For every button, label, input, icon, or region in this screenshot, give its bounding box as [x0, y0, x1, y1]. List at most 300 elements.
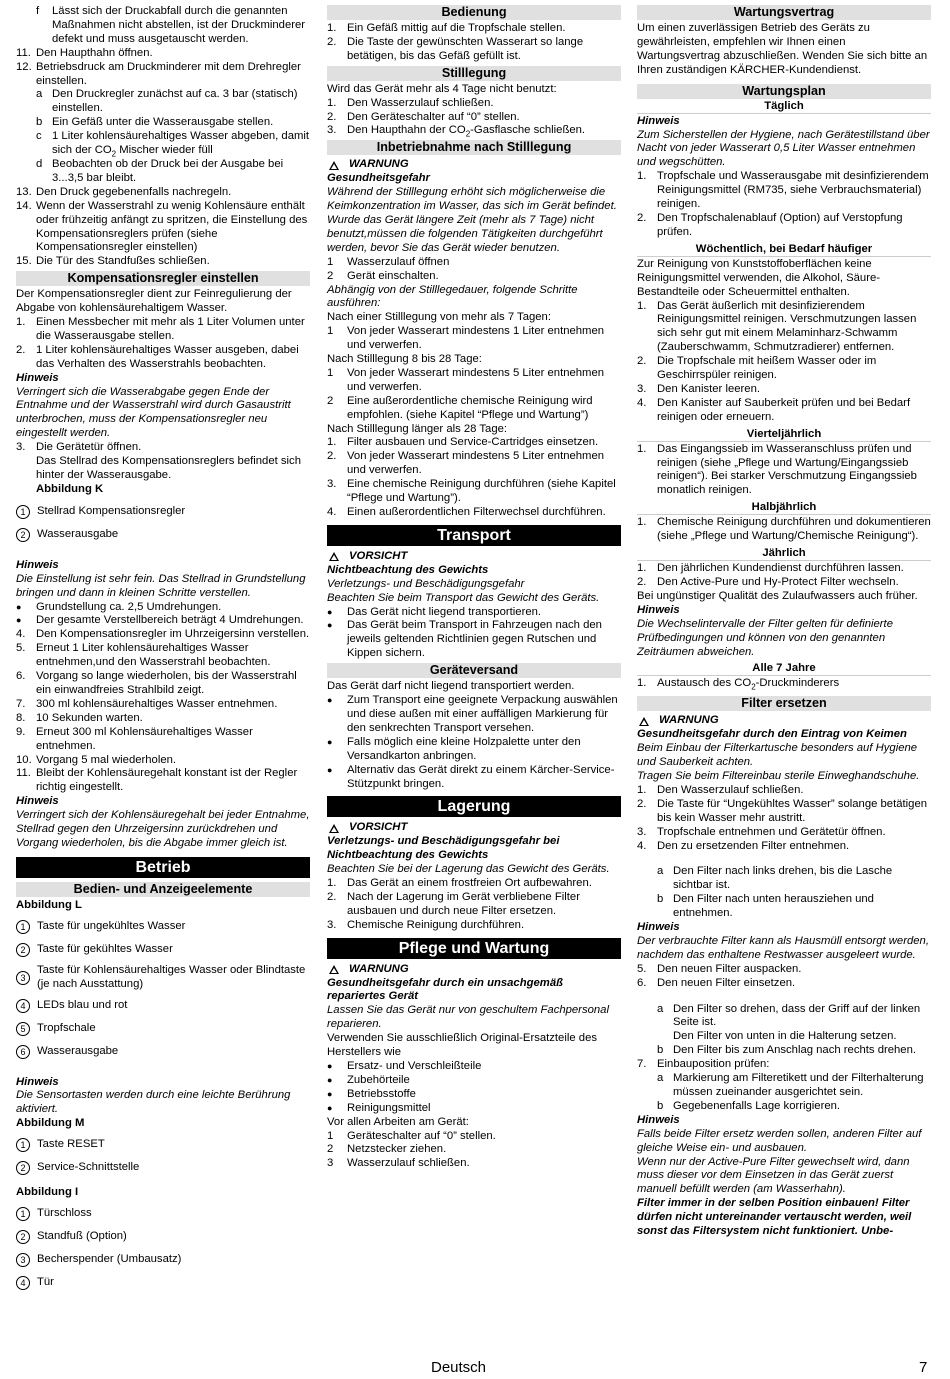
legend-text: Tropfschale [37, 1021, 96, 1034]
item-text: Einen außerordentlichen Filterwechsel durchführen. [347, 506, 606, 518]
item-text: 10 Sekunden warten. [36, 711, 143, 724]
bedien-heading: Bedien- und Anzeigeelemente [16, 882, 310, 897]
item-text: Bleibt der Kohlensäuregehalt konstant ist der Regler richtig eingestellt. [36, 767, 298, 794]
callout-number-icon: 2 [16, 1230, 30, 1244]
step-number: 1. [637, 677, 647, 690]
item-text: Die Taste der gewünschten Wasserart so lange betätigen, bis das Gefäß gefüllt ist. [347, 35, 584, 62]
item-number: 7. [637, 1058, 647, 1071]
item-text: Wasserzulauf schließen. [347, 1157, 470, 1170]
pflege-heading: Pflege und Wartung [327, 938, 621, 959]
hinweis-text: Verringert sich der Kohlensäuregehalt bei jeder Entnahme, Stellrad gegen den Uhrzeigersinn zurückdrehen und Vorgang wiederholen, bis die Abgabe immer gleich ist. [16, 809, 310, 849]
item-text: Den jährlichen Kundendienst durchführen lassen. [657, 562, 904, 575]
list-item [637, 383, 931, 397]
inbetriebnahme-heading: Inbetriebnahme nach Stilllegung [327, 140, 621, 155]
list-item [637, 826, 931, 840]
versand-bullets [327, 694, 621, 791]
item-number: 13. [16, 185, 32, 198]
item-text: Der gesamte Verstellbereich beträgt 4 Umdrehungen. [36, 614, 304, 627]
wartungsvertrag-text: Um einen zuverlässigen Betrieb des Geräts zu gewährleisten, empfehlen wir Ihnen einen Wartungsvertrag abzuschließen. Wenden Sie sich bitte an Ihren zuständigen KÄRCHER-Kundendienst. [637, 22, 928, 76]
legend-text: Standfuß (Option) [37, 1230, 127, 1243]
legend-item [16, 1136, 310, 1154]
hinweis-text: Die Sensortasten werden durch eine leichte Berührung aktiviert. [16, 1089, 291, 1116]
sub-list-item [637, 1003, 931, 1031]
list-item [327, 450, 621, 478]
item-number: 3. [327, 918, 337, 931]
item-number: 4. [637, 396, 647, 409]
caution-text: Beachten Sie bei der Lagerung das Gewicht des Geräts. [327, 863, 610, 876]
hinweis-label: Hinweis [16, 371, 59, 384]
item-text: Filter ausbauen und Service-Cartridges einsetzen. [347, 436, 599, 449]
list-item [327, 1143, 621, 1157]
nach28-steps [327, 436, 621, 519]
item-letter: b [657, 893, 664, 906]
item-number: 1 [327, 1129, 334, 1142]
komp-steps-b [16, 628, 310, 795]
nach7-steps [327, 325, 621, 353]
item-text: Von jeder Wasserart mindestens 5 Liter entnehmen und verwerfen. [347, 366, 605, 393]
item-number: 2. [327, 35, 337, 48]
alle7-step [637, 677, 931, 691]
versand-intro: Das Gerät darf nicht liegend transportiert werden. [327, 680, 575, 693]
callout-number-icon: 2 [16, 943, 30, 957]
item-text: Den Druckregler zunächst auf ca. 3 bar (statisch) einstellen. [52, 88, 298, 115]
item-number: 1. [637, 783, 647, 796]
list-item [637, 516, 931, 544]
item-text: 300 ml kohlensäurehaltiges Wasser entnehmen. [36, 697, 278, 710]
item-text: Mischer wieder füll [116, 144, 213, 157]
item-text: Den Filter nach unten herausziehen und entnehmen. [673, 893, 874, 920]
hinweis-text: Falls beide Filter ersetz werden sollen, anderen Filter auf gleiche Weise ein- und ausbauen. [637, 1127, 922, 1154]
item-number: 6. [16, 670, 26, 683]
item-text: Ein Gefäß unter die Wasserausgabe stellen. [52, 116, 274, 129]
list-item [16, 316, 310, 344]
figure-i-legend [16, 1205, 310, 1292]
item-text: Den neuen Filter auspacken. [657, 962, 802, 975]
taeglich-subheading: Täglich [637, 99, 931, 114]
item-text: Gerät einschalten. [347, 269, 439, 282]
page-number: 7 [919, 1359, 928, 1376]
hinweis-label: Hinweis [16, 558, 59, 571]
list-item [637, 576, 931, 590]
list-item [327, 506, 621, 520]
callout-number-icon: 2 [16, 1161, 30, 1175]
step-detail: Das Stellrad des Kompensationsreglers befindet sich hinter der Wasserausgabe. [36, 455, 301, 481]
hinweis-text: Die Wechselintervalle der Filter gelten für definierte Prüfbedingungen und können von den genannten Zeiträumen abweichen. [637, 617, 893, 658]
item-text: Den Druck gegebenenfalls nachregeln. [36, 185, 232, 198]
list-item [637, 212, 931, 240]
pflege-bullets [327, 1060, 621, 1116]
item-number: 2 [327, 1143, 334, 1156]
item-number: 1 [327, 255, 334, 268]
item-text: Das Gerät äußerlich mit desinfizierendem Reinigungsmittel reinigen. Verschmutzungen lassen sich sehr gut mit einem Melaminharz-Schwamm (Zauberschwamm, Schmutzradierer) entfernen. [657, 299, 917, 354]
item-text: Geräteschalter auf “0” stellen. [347, 1129, 496, 1142]
legend-text: Service-Schnittstelle [37, 1161, 140, 1174]
column-1 [16, 5, 310, 1295]
figure-m-legend [16, 1136, 310, 1177]
legend-text: Taste RESET [37, 1138, 105, 1151]
sub-list-item [637, 1100, 931, 1114]
warning-title: Gesundheitsgefahr durch den Eintrag von Keimen [637, 728, 907, 741]
item-text: Den Geräteschalter auf “0” stellen. [347, 110, 520, 123]
sub-list-item [637, 865, 931, 893]
abbildung-m: Abbildung M [16, 1117, 85, 1130]
item-text: Den Filter so drehen, dass der Griff auf der linken Seite ist. [673, 1002, 921, 1029]
abh-text: Abhängig von der Stilllegedauer, folgende Schritte ausführen: [327, 283, 578, 310]
list-item [16, 642, 310, 670]
filter-step-7 [637, 1058, 931, 1072]
list-item [327, 270, 621, 284]
list-item [327, 436, 621, 450]
item-number: 2. [637, 355, 647, 368]
nach8-label: Nach Stilllegung 8 bis 28 Tage: [327, 353, 482, 366]
bullet-icon: ● [16, 615, 22, 626]
callout-number-icon: 6 [16, 1045, 30, 1059]
warning-title: Gesundheitsgefahr durch ein unsachgemäß repariertes Gerät [327, 976, 564, 1003]
item-number: 6. [637, 976, 647, 989]
item-text: Die Tropfschale mit heißem Wasser oder im Geschirrspüler reinigen. [657, 355, 877, 382]
item-text: Zubehörteile [347, 1073, 410, 1086]
item-text: Eine chemische Reinigung durchführen (siehe Kapitel “Pflege und Wartung”). [347, 478, 616, 505]
list-item [16, 670, 310, 698]
item-text: Ersatz- und Verschleißteile [347, 1060, 482, 1072]
list-item [327, 877, 621, 891]
nach28-label: Nach Stilllegung länger als 28 Tage: [327, 422, 508, 435]
item-text: Erneut 300 ml Kohlensäurehaltiges Wasser entnehmen. [36, 725, 253, 752]
item-text: Den Active-Pure und Hy-Protect Filter wechseln. [657, 576, 899, 588]
item-text: Von jeder Wasserart mindestens 5 Liter entnehmen und verwerfen. [347, 450, 605, 477]
callout-number-icon: 5 [16, 1022, 30, 1036]
item-letter: a [657, 1002, 664, 1015]
item-text: 1 Liter kohlensäurehaltiges Wasser abgeben, damit sich der $CO_2$ Mischer wieder füll [52, 130, 310, 159]
column-2 [327, 5, 621, 1171]
item-number: 10. [16, 753, 32, 766]
top-steps [16, 5, 310, 269]
legend-item [16, 1205, 310, 1223]
caution-text: Beachten Sie beim Transport das Gewicht des Geräts. [327, 591, 600, 604]
item-text: Den zu ersetzenden Filter entnehmen. [657, 839, 850, 852]
list-item [327, 1130, 621, 1144]
list-item [637, 300, 931, 356]
item-number: 2. [327, 110, 337, 123]
list-item [637, 355, 931, 383]
item-text: Chemische Reinigung durchführen und dokumentieren (siehe „Pflege und Wartung/Chemische Reinigung“). [657, 516, 931, 543]
item-number: 4. [637, 839, 647, 852]
list-item [16, 158, 310, 186]
item-number: 1. [327, 22, 337, 34]
item-text: Vorgang so lange wiederholen, bis der Wasserstrahl ein einwandfreies Strahlbild zeigt. [36, 670, 297, 696]
filter-sub-extra: Den Filter von unten in die Halterung setzen. [673, 1030, 897, 1043]
transport-heading: Transport [327, 525, 621, 546]
list-item [637, 784, 931, 798]
callout-number-icon: 1 [16, 1207, 30, 1221]
list-item [16, 47, 310, 61]
item-number: 3. [637, 382, 647, 395]
step-text: Den Haupthahn der CO [347, 124, 466, 137]
warning-triangle-icon [329, 965, 339, 974]
list-item [327, 22, 621, 36]
hinweis-text: Der verbrauchte Filter kann als Hausmüll entsorgt werden, nachdem das enthaltene Restwasser ausgeleert wurde. [637, 934, 929, 961]
abbildung-l: Abbildung L [16, 898, 82, 911]
item-text: Das Gerät nicht liegend transportieren. [347, 605, 542, 618]
legend-item [16, 964, 310, 992]
callout-number-icon: 4 [16, 1276, 30, 1290]
item-number: 2 [327, 269, 334, 282]
item-number: 1. [327, 877, 337, 890]
item-text: Falls möglich eine kleine Holzpalette unter den Versandkarton anbringen. [347, 735, 581, 762]
legend-item [16, 1159, 310, 1177]
list-item [327, 325, 621, 353]
list-item [327, 919, 621, 933]
legend-text: Türschloss [37, 1207, 92, 1220]
callout-number-icon: 1 [16, 920, 30, 934]
list-item [327, 97, 621, 111]
viertel-steps [637, 443, 931, 499]
footer-language: Deutsch [431, 1359, 487, 1376]
komp-step-3 [16, 441, 310, 455]
still-intro: Wird das Gerät mehr als 4 Tage nicht benutzt: [327, 82, 557, 95]
list-item [16, 186, 310, 200]
item-text: Das Gerät an einem frostfreien Ort aufbewahren. [347, 877, 592, 890]
item-text: Den neuen Filter einsetzen. [657, 976, 796, 989]
item-text: Grundstellung ca. 2,5 Umdrehungen. [36, 600, 222, 613]
pflege-intro: Verwenden Sie ausschließlich Original-Ersatzteile des Herstellers wie [327, 1032, 597, 1059]
item-number: b [36, 116, 43, 129]
legend-text: Wasserausgabe [37, 1044, 119, 1057]
figure-k-legend [16, 503, 310, 544]
list-item [327, 111, 621, 125]
list-item [327, 1157, 621, 1171]
callout-number-icon: 1 [16, 505, 30, 519]
item-text: Den Filter bis zum Anschlag nach rechts drehen. [673, 1044, 917, 1057]
transport-bullets [327, 606, 621, 662]
warning-line [327, 158, 621, 172]
hinweis-label: Hinweis [637, 1113, 680, 1126]
list-item [16, 754, 310, 768]
item-text: Alternativ das Gerät direkt zu einem Kärcher-Service-Stützpunkt bringen. [347, 763, 615, 790]
item-number: 1. [637, 170, 647, 183]
legend-text: Stellrad Kompensationsregler [37, 504, 186, 517]
item-text: Eine außerordentliche chemische Reinigung wird empfohlen. (siehe Kapitel “Pflege und Wartung”) [347, 394, 593, 421]
hinweis-text: Die Einstellung ist sehr fein. Das Stellrad in Grundstellung bringen und dann in kleinen Schritte verstellen. [16, 572, 306, 599]
item-number: d [36, 157, 43, 170]
item-text: Nach der Lagerung im Gerät verbliebene Filter ausbauen und durch neue Filter ersetzen. [347, 890, 580, 917]
item-number: 3. [637, 825, 647, 838]
item-number: 9. [16, 725, 26, 738]
item-text: Einbauposition prüfen: [657, 1058, 770, 1071]
lager-steps [327, 877, 621, 933]
inbetr-steps [327, 256, 621, 284]
legend-text: Taste für gekühltes Wasser [37, 942, 173, 955]
pflege-steps [327, 1130, 621, 1172]
item-number: 1. [637, 442, 647, 455]
figure-l-legend [16, 918, 310, 1061]
item-text: Die Taste für “Ungekühltes Wasser” solange betätigen bis kein Wasser mehr austritt. [657, 797, 928, 824]
list-item [327, 256, 621, 270]
step-text: -Druckminderers [755, 677, 840, 690]
legend-text: Wasserausgabe [37, 527, 119, 540]
jaehrlich-subheading: Jährlich [637, 546, 931, 561]
item-text: Lässt sich der Druckabfall durch die genannten Maßnahmen nicht abstellen, ist der Druckminderer defekt und muss ausgetauscht werden. [52, 5, 306, 45]
item-text: Den Tropfschalenablauf (Option) auf Verstopfung prüfen. [657, 211, 903, 238]
column-3 [637, 5, 931, 1239]
warning-triangle-icon [329, 824, 339, 833]
caution-title: Nichtbeachtung des Gewichts [327, 563, 489, 576]
item-text: Netzstecker ziehen. [347, 1143, 447, 1156]
wartungsplan-heading: Wartungsplan [637, 84, 931, 99]
hinweis-text: Wenn nur der Active-Pure Filter gewechselt wird, dann muss dieser vor dem Einsetzen in das Gerät zuerst manuell befüllt werden (am Wasserhahn). [637, 1155, 910, 1196]
bullet-icon: ● [327, 736, 333, 747]
bedienung-heading: Bedienung [327, 5, 621, 20]
item-number: 4. [327, 506, 337, 518]
item-text: 1 Liter kohlensäurehaltiges Wasser ausgeben, dabei das Verhalten des Wasserstrahls beobachten. [36, 343, 299, 370]
warning-label: WARNUNG [349, 962, 409, 975]
item-text: Den Haupthahn öffnen. [36, 46, 153, 59]
item-number: 7. [16, 697, 26, 710]
item-number: 12. [16, 60, 32, 73]
item-number: 5. [637, 962, 647, 975]
legend-text: Tür [37, 1276, 54, 1289]
item-text: Tropfschale entnehmen und Gerätetür öffnen. [657, 825, 886, 838]
step-text: Austausch des CO [657, 677, 752, 690]
legend-item [16, 1228, 310, 1246]
item-text: Reinigungsmittel [347, 1101, 431, 1114]
item-number: 2. [637, 576, 647, 588]
item-text: Betriebsstoffe [347, 1087, 416, 1100]
hinweis-text: Zum Sicherstellen der Hygiene, nach Gerätestillstand über Nacht von jeder Wasserart 0,5 Liter Wasser entnehmen und wegschütten. [637, 128, 930, 169]
item-text: Markierung am Filteretikett und der Filterhalterung müssen zueinander ausgerichtet sein. [673, 1072, 924, 1098]
item-number: 2. [637, 797, 647, 810]
list-item [16, 61, 310, 89]
item-number: 1. [327, 96, 337, 109]
hinweis-label: Hinweis [637, 921, 680, 934]
item-text: Von jeder Wasserart mindestens 1 Liter entnehmen und verwerfen. [347, 325, 605, 352]
item-text: Wasserzulauf öffnen [347, 255, 450, 268]
subscript: 2 [111, 149, 117, 159]
item-letter: b [657, 1044, 664, 1057]
item-number: c [36, 130, 42, 143]
item-text: Den Wasserzulauf schließen. [657, 783, 804, 796]
item-letter: b [657, 1099, 664, 1112]
hinweis-text: Verringert sich die Wasserabgabe gegen Ende der Entnahme und der Wasserstrahl wird durch Gasaustritt unterbrochen, muss der Kompensationsregler neu eingestellt werden. [16, 385, 291, 440]
item-text: Wenn der Wasserstrahl zu wenig Kohlensäure enthält oder frühzeitig anfängt zu spritzen, die Einstellung des Kompensationsreglers prüfen (siehe Kompensationsregler einstellen) [36, 199, 308, 254]
warning-triangle-icon [329, 161, 339, 170]
item-text: Gegebenenfalls Lage korrigieren. [673, 1099, 841, 1112]
item-text: Erneut 1 Liter kohlensäurehaltiges Wasser entnehmen,und den Wasserstrahl beobachten. [36, 642, 271, 669]
filter-sub-b2 [637, 1044, 931, 1058]
item-number: 14. [16, 199, 32, 212]
item-number: 3 [327, 1157, 334, 1170]
warning-line [327, 963, 621, 977]
caution-line [327, 550, 621, 564]
item-text: Vorgang 5 mal wiederholen. [36, 753, 177, 766]
komp-bullets [16, 601, 310, 629]
list-item [16, 130, 310, 158]
list-item [16, 767, 310, 795]
item-text: Tropfschale und Wasserausgabe mit desinfizierendem Reinigungsmittel (RM735, siehe Verbrauchsmaterial) reinigen. [657, 170, 929, 211]
list-item [16, 116, 310, 130]
list-item [327, 367, 621, 395]
warning-label: WARNUNG [349, 158, 409, 171]
bullet-icon: ● [327, 620, 333, 631]
legend-text: Taste für Kohlensäurehaltiges Wasser oder Blindtaste (je nach Ausstattung) [37, 963, 306, 990]
list-item [16, 726, 310, 754]
bullet-icon: ● [327, 1061, 333, 1071]
item-number: 5. [16, 642, 26, 655]
callout-number-icon: 3 [16, 1253, 30, 1267]
warning-text: Lassen Sie das Gerät nur von geschultem Fachpersonal reparieren. [327, 1004, 609, 1031]
warning-line [637, 714, 931, 728]
item-number: f [36, 5, 40, 17]
list-item [16, 200, 310, 256]
hinweis-label: Hinweis [637, 603, 680, 616]
filter-sub-c [637, 1072, 931, 1114]
legend-item [16, 918, 310, 936]
bullet-item [327, 694, 621, 736]
komp-intro: Der Kompensationsregler dient zur Feinregulierung der Abgabe von kohlensäurehaltigem Wasser. [16, 288, 292, 315]
filter-steps-b [637, 963, 931, 991]
still-step-3 [327, 124, 621, 138]
legend-text: Becherspender (Umbausatz) [37, 1253, 182, 1266]
sub-list-item [637, 893, 931, 921]
filter-heading: Filter ersetzen [637, 696, 931, 711]
hinweis-label: Hinweis [16, 1075, 59, 1088]
bullet-item [327, 1074, 621, 1088]
bullet-icon: ● [16, 601, 22, 612]
legend-item [16, 1274, 310, 1292]
item-text: Betriebsdruck am Druckminderer mit dem Drehregler einstellen. [36, 60, 301, 87]
subscript: 2 [751, 682, 756, 692]
nach7-label: Nach einer Stilllegung von mehr als 7 Tagen: [327, 311, 551, 324]
alle7-subheading: Alle 7 Jahre [637, 661, 931, 676]
bullet-item [327, 1088, 621, 1102]
list-item [16, 5, 310, 47]
item-number: 15. [16, 255, 32, 268]
bullet-icon: ● [327, 764, 333, 775]
list-item [16, 698, 310, 712]
list-item [16, 255, 310, 269]
item-number: 2. [327, 450, 337, 463]
item-text: Ein Gefäß mittig auf die Tropfschale stellen. [347, 22, 566, 34]
vor-allen: Vor allen Arbeiten am Gerät: [327, 1115, 469, 1128]
item-number: 1. [637, 562, 647, 575]
list-item [637, 963, 931, 977]
legend-item [16, 941, 310, 959]
jaehrlich-text: Bei ungünstiger Qualität des Zulaufwassers auch früher. [637, 589, 918, 602]
item-text: Zum Transport eine geeignete Verpackung auswählen und diese außen mit einer auffälligen Markierung für den senkrechten Transport versehen. [347, 694, 618, 734]
list-item [637, 562, 931, 576]
hinweis-label: Hinweis [16, 795, 59, 808]
caution-label: VORSICHT [349, 549, 408, 562]
item-number: 1. [16, 316, 26, 329]
versand-heading: Geräteversand [327, 663, 621, 678]
abbildung-i: Abbildung I [16, 1186, 79, 1199]
halb-steps [637, 516, 931, 544]
filter-steps-a [637, 784, 931, 854]
item-text: Den Kanister auf Sauberkeit prüfen und bei Bedarf reinigen oder erneuern. [657, 396, 911, 423]
warning-text: Beim Einbau der Filterkartusche besonders auf Hygiene und Sauberkeit achten. [637, 742, 918, 769]
bullet-icon: ● [327, 1102, 333, 1113]
abbildung-k: Abbildung K [36, 482, 104, 495]
legend-item [16, 503, 310, 521]
bullet-item [327, 764, 621, 792]
item-text: Das Gerät beim Transport in Fahrzeugen nach den jeweils geltenden Richtlinien gegen Rutschen und Kippen sichern. [347, 619, 602, 660]
list-item [637, 840, 931, 854]
bullet-icon: ● [327, 1088, 333, 1099]
list-item [327, 478, 621, 506]
item-number: 8. [16, 711, 26, 724]
sub-list-item [637, 1044, 931, 1058]
item-number: 2. [327, 890, 337, 903]
